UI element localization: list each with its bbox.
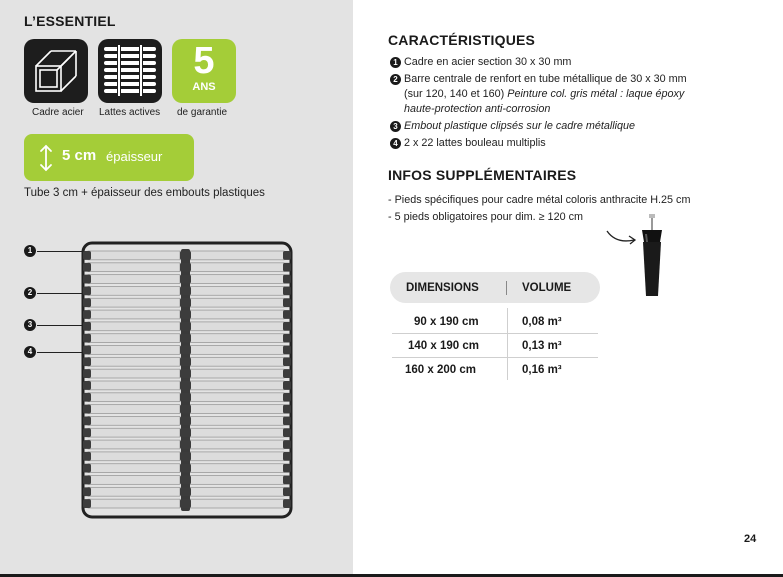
callout-3: 3 (24, 319, 36, 331)
feature-4 (390, 137, 546, 149)
end-cap (180, 357, 191, 366)
end-cap (83, 452, 91, 461)
feature-4-num: 4 (390, 138, 401, 149)
table-column-rule (507, 308, 508, 380)
end-cap (180, 334, 191, 343)
end-cap (83, 416, 91, 425)
slat (88, 381, 180, 390)
end-cap (83, 428, 91, 437)
end-cap (180, 381, 191, 390)
slat (88, 440, 180, 449)
end-cap (283, 499, 291, 508)
slat (190, 405, 284, 414)
slat (190, 275, 284, 284)
warranty-unit: ANS (192, 81, 216, 93)
info-line-1: - Pieds spécifiques pour cadre métal coloris anthracite H.25 cm (388, 194, 691, 206)
feature-3-num: 3 (390, 121, 401, 132)
slat (190, 346, 284, 355)
feature-3-text: Embout plastique clipsés sur le cadre métallique (404, 120, 636, 132)
bed-foot-icon (634, 212, 670, 300)
end-cap (83, 369, 91, 378)
info-line-2: - 5 pieds obligatoires pour dim. ≥ 120 cm (388, 211, 583, 223)
slat (88, 334, 180, 343)
row-3-volume: 0,16 m³ (522, 364, 562, 376)
end-cap (283, 381, 291, 390)
feature-1-text: Cadre en acier section 30 x 30 mm (404, 56, 572, 68)
end-cap (83, 310, 91, 319)
row-rule-1 (392, 333, 598, 334)
end-cap (180, 251, 191, 260)
end-cap (283, 346, 291, 355)
end-cap (83, 275, 91, 284)
warranty-caption: de garantie (177, 107, 228, 118)
end-cap (180, 346, 191, 355)
end-cap (180, 464, 191, 473)
tube-note: Tube 3 cm + épaisseur des embouts plastiques (24, 187, 265, 199)
end-cap (283, 416, 291, 425)
end-cap (283, 476, 291, 485)
row-rule-2 (392, 357, 598, 358)
slat (88, 357, 180, 366)
end-cap (83, 464, 91, 473)
feature-1 (390, 56, 571, 68)
characteristics-title: CARACTÉRISTIQUES (388, 32, 536, 48)
end-cap (283, 251, 291, 260)
feature-2-cont (404, 88, 684, 100)
active-slats-tile (98, 39, 162, 103)
end-cap (83, 499, 91, 508)
row-1-volume: 0,08 m³ (522, 316, 562, 328)
end-cap (283, 298, 291, 307)
callout-2: 2 (24, 287, 36, 299)
end-cap (180, 275, 191, 284)
end-cap (83, 381, 91, 390)
feature-3 (390, 120, 635, 132)
info-title: INFOS SUPPLÉMENTAIRES (388, 167, 577, 183)
slat (190, 369, 284, 378)
slat (88, 286, 180, 295)
slat (190, 499, 284, 508)
feature-2-cont-italic: Peinture col. gris métal : laque époxy (507, 88, 685, 100)
slat (88, 369, 180, 378)
feature-1-num: 1 (390, 57, 401, 68)
feature-2 (390, 73, 687, 85)
end-cap (283, 487, 291, 496)
end-cap (180, 428, 191, 437)
end-cap (180, 298, 191, 307)
row-3-dimension: 160 x 200 cm (405, 364, 476, 376)
callout-4: 4 (24, 346, 36, 358)
end-cap (180, 452, 191, 461)
slat (88, 416, 180, 425)
slat (190, 298, 284, 307)
row-1-dimension: 90 x 190 cm (414, 316, 479, 328)
end-cap (83, 440, 91, 449)
end-cap (283, 275, 291, 284)
slat (88, 393, 180, 402)
slat (88, 251, 180, 260)
feature-2-text: Barre centrale de renfort en tube métallique de 30 x 30 mm (404, 73, 687, 85)
feature-4-text: 2 x 22 lattes bouleau multiplis (404, 137, 546, 149)
slat (88, 275, 180, 284)
thickness-badge (24, 134, 194, 181)
slat (190, 310, 284, 319)
end-cap (180, 322, 191, 331)
slat (88, 298, 180, 307)
steel-frame-icon (24, 39, 88, 103)
slat (190, 381, 284, 390)
slat (190, 476, 284, 485)
slat (88, 499, 180, 508)
end-cap (283, 334, 291, 343)
up-down-arrow-icon (39, 143, 53, 173)
end-cap (283, 393, 291, 402)
end-cap (180, 487, 191, 496)
slat (88, 476, 180, 485)
end-cap (283, 428, 291, 437)
slat (190, 357, 284, 366)
end-cap (283, 440, 291, 449)
slat (190, 452, 284, 461)
essentiel-title: L’ESSENTIEL (24, 13, 116, 29)
slat (190, 334, 284, 343)
end-cap (83, 251, 91, 260)
active-slats-icon (98, 39, 162, 103)
end-cap (83, 357, 91, 366)
steel-frame-caption: Cadre acier (32, 107, 84, 118)
slat (190, 487, 284, 496)
slat (190, 322, 284, 331)
slat (88, 464, 180, 473)
slat (88, 428, 180, 437)
steel-frame-tile (24, 39, 88, 103)
slat (190, 464, 284, 473)
end-cap (83, 286, 91, 295)
end-cap (83, 263, 91, 272)
end-cap (83, 405, 91, 414)
end-cap (283, 369, 291, 378)
end-cap (180, 369, 191, 378)
warranty-badge (172, 39, 236, 103)
slat (190, 286, 284, 295)
end-cap (180, 263, 191, 272)
end-cap (83, 334, 91, 343)
end-cap (283, 286, 291, 295)
end-cap (83, 298, 91, 307)
header-dimensions: DIMENSIONS (406, 282, 479, 294)
slat (190, 416, 284, 425)
end-cap (180, 476, 191, 485)
row-2-dimension: 140 x 190 cm (408, 340, 479, 352)
end-cap (283, 405, 291, 414)
thickness-unit: épaisseur (106, 149, 163, 164)
end-cap (83, 476, 91, 485)
callout-1: 1 (24, 245, 36, 257)
end-cap (283, 452, 291, 461)
end-cap (283, 263, 291, 272)
slat (88, 310, 180, 319)
feature-2-cont-plain: (sur 120, 140 et 160) (404, 88, 505, 100)
slat (88, 322, 180, 331)
end-cap (83, 393, 91, 402)
end-cap (283, 310, 291, 319)
slat (88, 405, 180, 414)
end-cap (83, 487, 91, 496)
slat (190, 263, 284, 272)
page-number: 24 (744, 533, 757, 545)
callout-line-3 (37, 325, 85, 326)
feature-2-cont2: haute-protection anti-corrosion (404, 103, 551, 115)
active-slats-caption: Lattes actives (99, 107, 161, 118)
slat (190, 440, 284, 449)
end-cap (283, 322, 291, 331)
end-cap (180, 393, 191, 402)
end-cap (283, 357, 291, 366)
slat (88, 263, 180, 272)
warranty-years: 5 (193, 40, 215, 82)
end-cap (83, 322, 91, 331)
end-cap (180, 416, 191, 425)
slat (88, 487, 180, 496)
end-cap (180, 286, 191, 295)
end-cap (180, 310, 191, 319)
slat (190, 428, 284, 437)
end-cap (83, 346, 91, 355)
slat (190, 251, 284, 260)
end-cap (180, 440, 191, 449)
end-cap (180, 499, 191, 508)
slat (88, 346, 180, 355)
slat (190, 393, 284, 402)
bed-base-diagram (80, 240, 294, 520)
end-cap (283, 464, 291, 473)
header-volume: VOLUME (522, 282, 572, 294)
header-separator (506, 281, 507, 295)
end-cap (180, 405, 191, 414)
slat (88, 452, 180, 461)
feature-2-num: 2 (390, 74, 401, 85)
thickness-value: 5 cm (62, 147, 97, 164)
row-2-volume: 0,13 m³ (522, 340, 562, 352)
